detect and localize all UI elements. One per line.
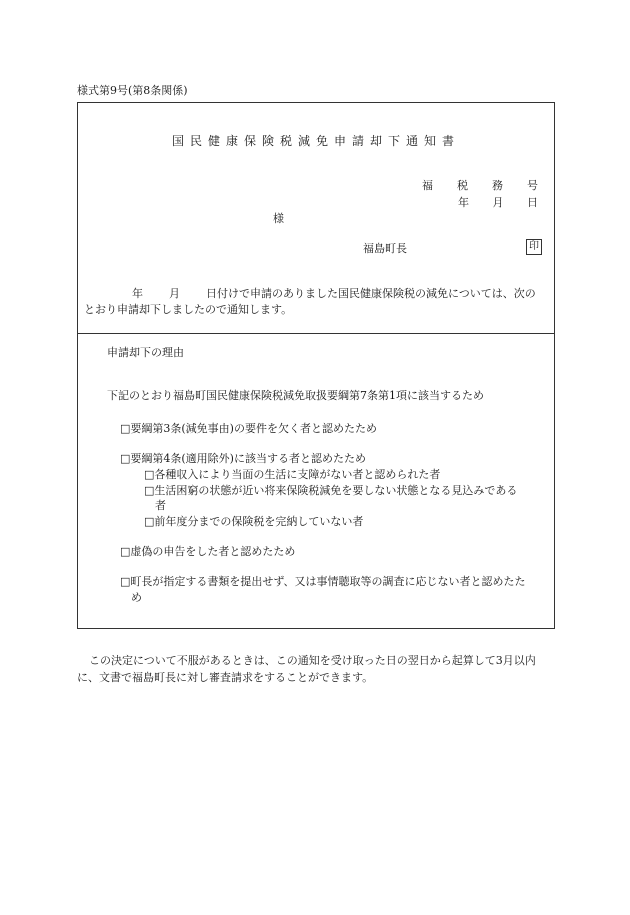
reference-number-row: [422, 179, 538, 194]
notice-line-1: [84, 286, 548, 302]
notice-line-2: とおり申請却下しましたので通知します。: [84, 302, 293, 316]
reason-item-3: □虚偽の申告をした者と認めたため: [120, 545, 296, 558]
date-day: 日: [527, 196, 538, 209]
notice-month: 月: [169, 287, 180, 300]
date-row: [458, 196, 538, 211]
document-title: 国民健康保険税減免申請却下通知書: [171, 134, 460, 148]
ref-char: 務: [492, 179, 503, 192]
reasons-intro: 下記のとおり福島町国民健康保険税減免取扱要綱第7条第1項に該当するため: [107, 389, 484, 402]
reason-subitem-2b: □生活困窮の状態が近い将来保険税減免を要しない状態となる見込みである: [144, 484, 518, 497]
addressee-suffix: 様: [273, 212, 284, 225]
notice-form-box: [77, 102, 555, 629]
seal-stamp: 印: [526, 239, 542, 255]
notice-body: [84, 286, 548, 318]
ref-char: 福: [422, 179, 433, 192]
ref-char: 税: [457, 179, 468, 192]
reason-subitem-2b-cont: 者: [155, 499, 166, 512]
form-number-label: 様式第9号(第8条関係): [77, 84, 188, 97]
sender-name: 福島町長: [363, 242, 407, 255]
reason-item-4-cont: め: [131, 591, 142, 604]
date-year: 年: [458, 196, 469, 209]
reason-subitem-2a: □各種収入により当面の生活に支障がない者と認められた者: [144, 468, 441, 481]
reason-item-1: □要綱第3条(減免事由)の要件を欠く者と認めたため: [120, 422, 377, 435]
appeal-notice: この決定について不服があるときは、この通知を受け取った日の翌日から起算して3月以内に、文書で福島町長に対し審査請求をすることができます。: [77, 654, 536, 685]
date-month: 月: [492, 196, 504, 209]
reasons-header: 申請却下の理由: [107, 346, 184, 359]
ref-char: 号: [527, 179, 538, 192]
notice-line-1-text: 日付けで申請のありました国民健康保険税の減免については、次の: [206, 287, 536, 300]
reason-item-4: □町長が指定する書類を提出せず、又は事情聴取等の調査に応じない者と認めたた: [120, 575, 526, 588]
reason-item-2: □要綱第4条(適用除外)に該当する者と認めたため: [120, 452, 366, 465]
section-divider: [78, 333, 554, 334]
notice-year: 年: [132, 287, 143, 300]
reason-subitem-2c: □前年度分までの保険税を完納していない者: [144, 515, 364, 528]
